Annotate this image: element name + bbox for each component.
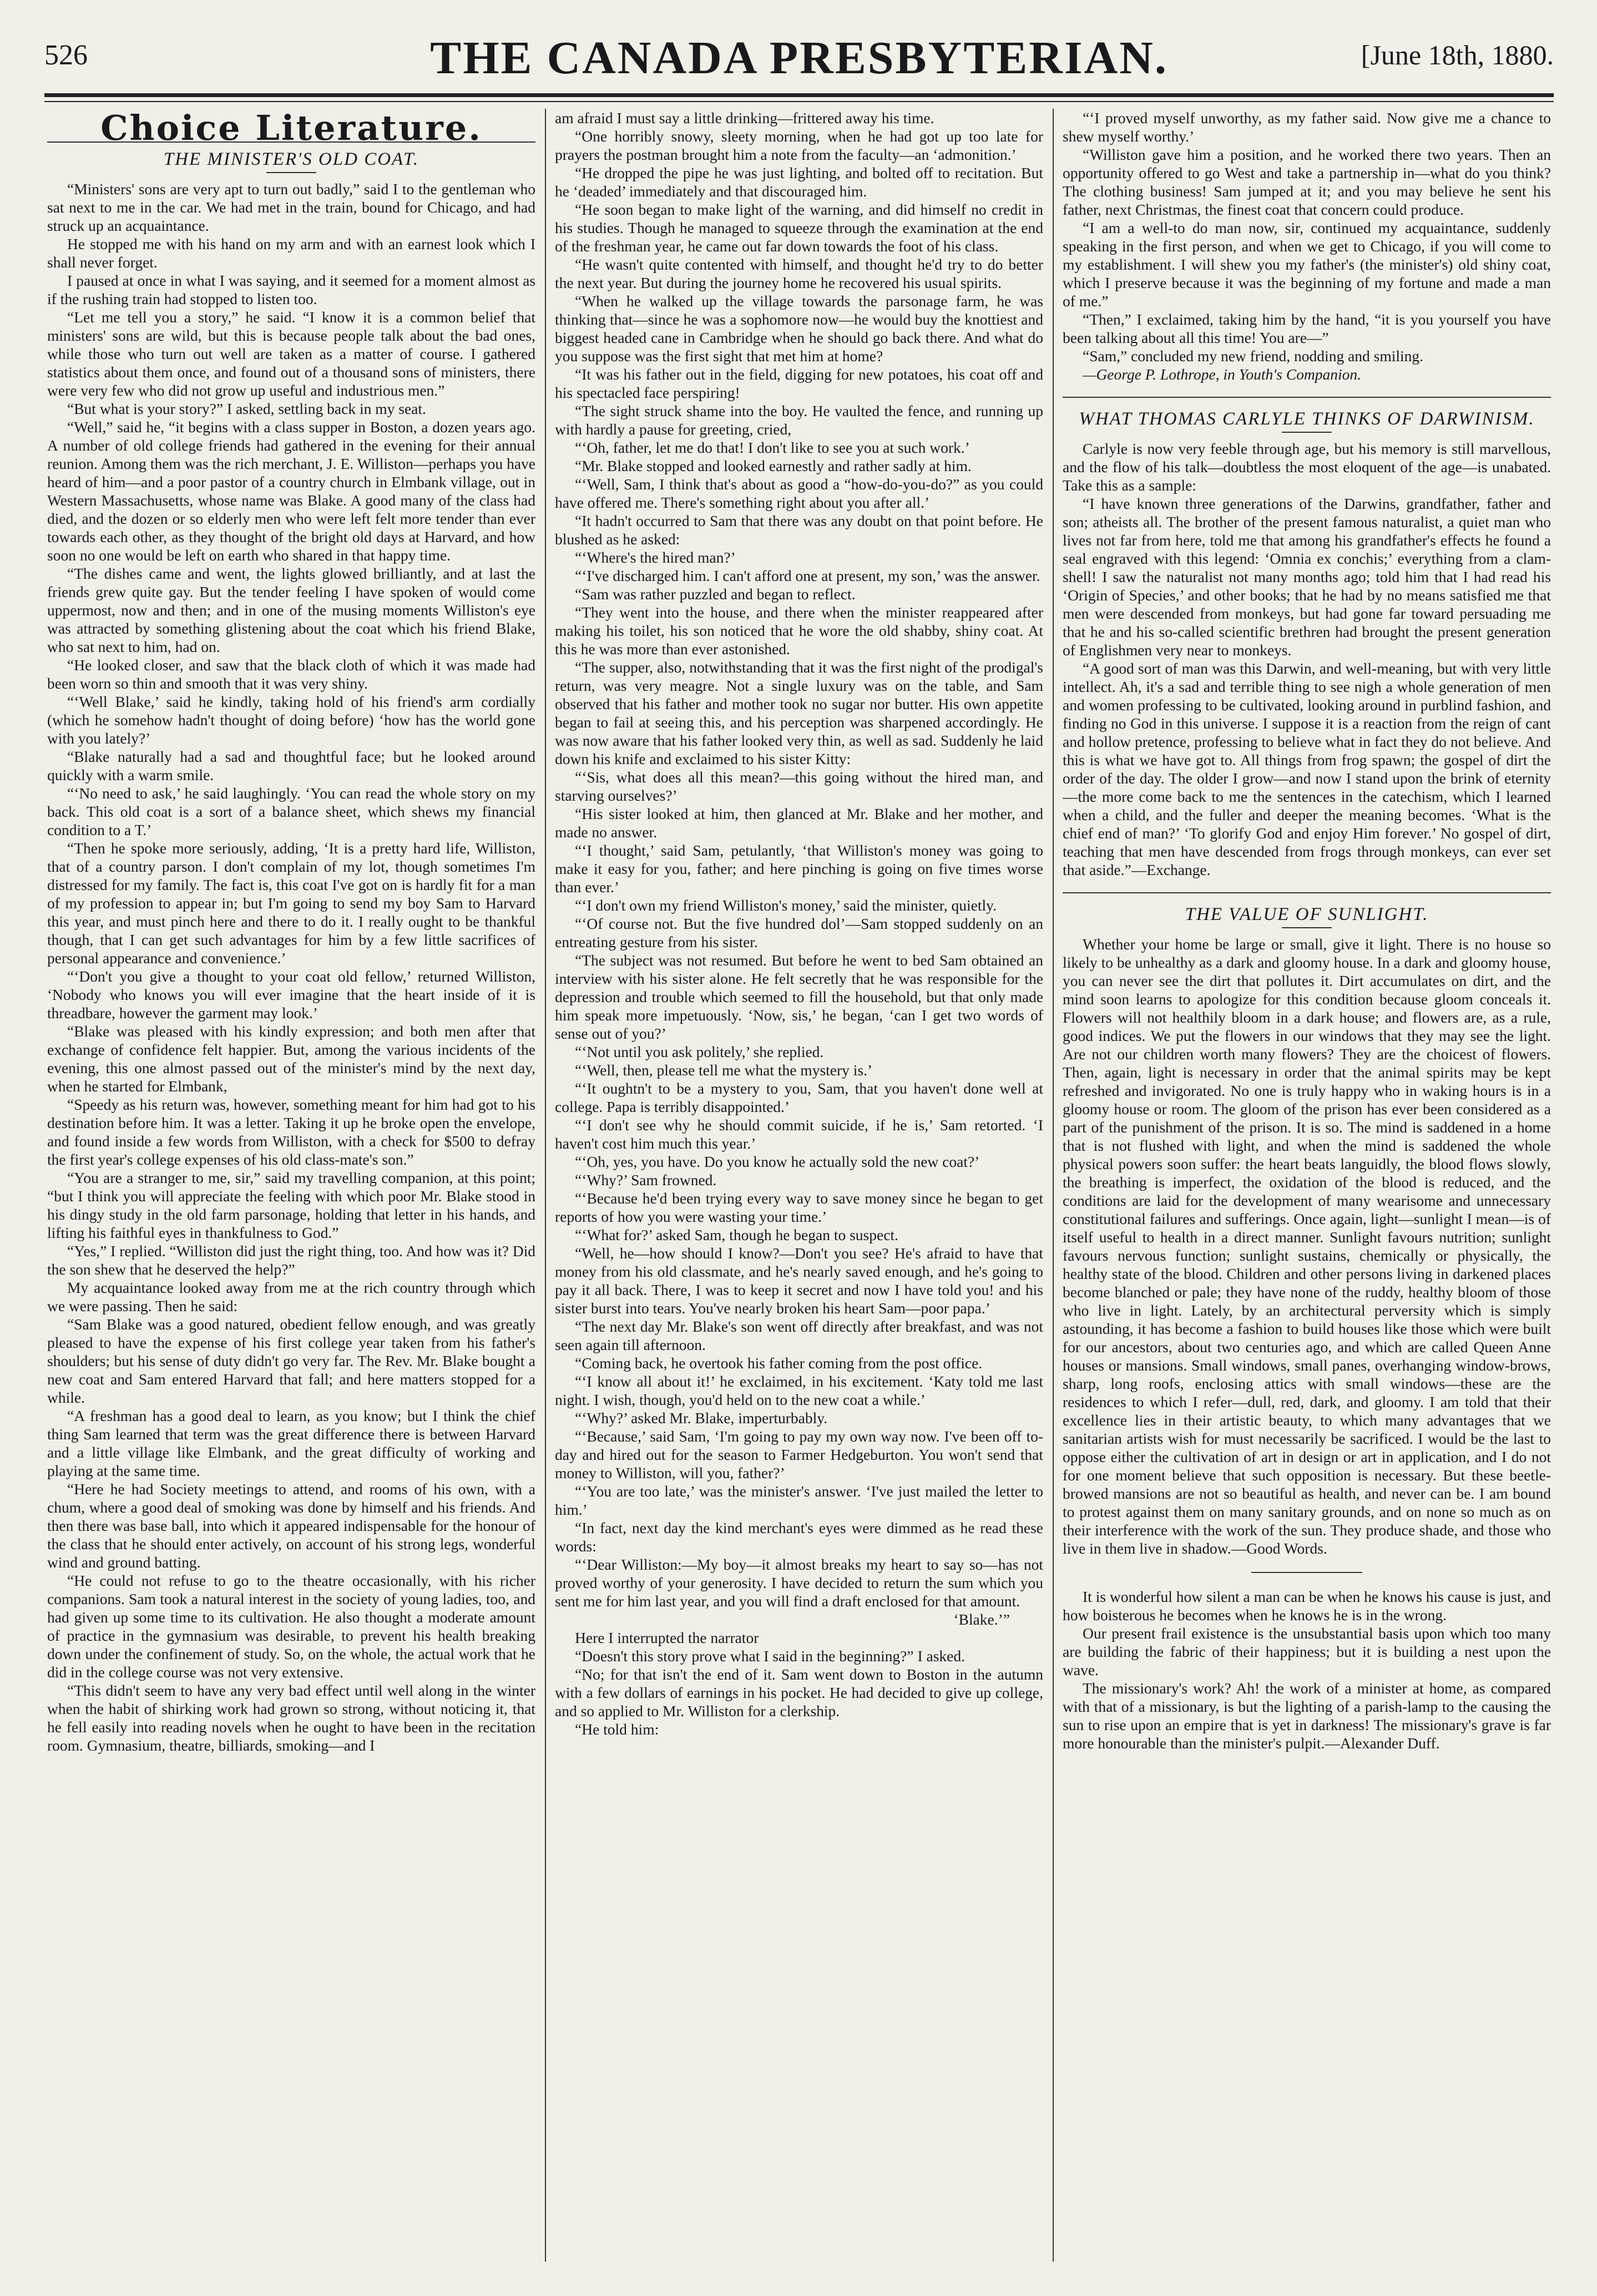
paragraph: “‘I know all about it!’ he exclaimed, in his excitement. ‘Katy told me last night. I wish, though, you'd held on to the new coat a while.’ [555, 1373, 1043, 1408]
column-1 [47, 109, 535, 2273]
issue-date: [June 18th, 1880. [1361, 39, 1554, 70]
paragraph: “Williston gave him a position, and he worked there two years. Then an opportunity offered to go West and take a partnership in—what do you think? The clothing business! Sam jumped at it; and you may believe he sent his father, next Christmas, the finest coat that concern could produce. [1063, 146, 1551, 218]
title-rule [1282, 927, 1332, 928]
paragraph: “He dropped the pipe he was just lighting, and bolted off to recitation. But he ‘deaded’ immediately and that discouraged him. [555, 164, 1043, 200]
paragraph: “‘What for?’ asked Sam, though he began to suspect. [575, 1226, 898, 1243]
paragraph: “Yes,” I replied. “Williston did just the right thing, too. And how was it? Did the son shew that he deserved the help?” [47, 1242, 535, 1278]
paragraph: “Sam,” concluded my new friend, nodding and smiling. [1083, 347, 1424, 365]
column-3 [1063, 109, 1551, 2273]
paragraph: “A freshman has a good deal to learn, as you know; but I think the chief thing Sam learned that term was the great difference there is between Harvard and a little village like Elmbank, and the great difficulty of working and playing at the same time. [47, 1407, 535, 1479]
article-title: THE VALUE OF SUNLIGHT. [1185, 904, 1429, 924]
title-rule [266, 172, 316, 173]
paragraph: “‘Well, then, please tell me what the mystery is.’ [575, 1061, 873, 1079]
paragraph: “Here he had Society meetings to attend, and rooms of his own, with a chum, where a good deal of smoking was done by himself and his friends. And then there was base ball, into which it appeared indispensable for the honour of the class that he should enter actively, on account of his strong legs, wonderful wind and ground batting. [47, 1480, 535, 1571]
paragraph: “Mr. Blake stopped and looked earnestly and rather sadly at him. [575, 457, 972, 474]
paragraph: “‘I proved myself unworthy, as my father said. Now give me a chance to shew myself worthy.’ [1063, 109, 1551, 145]
paragraph: “‘I thought,’ said Sam, petulantly, ‘that Williston's money was going to make it easy for you, father; and here pinching is going on five times worse than ever.’ [555, 842, 1043, 896]
paragraph: “‘Why?’ Sam frowned. [575, 1171, 717, 1189]
paragraph: “‘I don't see why he should commit suicide, if he is,’ Sam retorted. ‘I haven't cost him much this year.’ [555, 1116, 1043, 1152]
article-body [47, 180, 535, 1754]
paragraph: “He could not refuse to go to the theatre occasionally, with his richer companions. Sam took a natural interest in the society of young ladies, too, and had given up some time to its cultivation. He also thought a moderate amount of practice in the gymnasium was desirable, to prevent his health breaking down under the confinement of study. So, on the whole, the actual work that he did in the college course was not very extensive. [47, 1572, 535, 1681]
paragraph: “In fact, next day the kind merchant's eyes were dimmed as he read these words: [555, 1519, 1043, 1555]
paragraph: “Well, he—how should I know?—Don't you see? He's afraid to have that money from his old classmate, and he's nearly saved enough, and he's going to pay it all back. There, I was to keep it secret and now I have told you! and his sister burst into tears. You've nearly broken his heart Sam—poor papa.’ [555, 1245, 1043, 1317]
paragraph: “‘I don't own my friend Williston's money,’ said the minister, quietly. [575, 897, 997, 914]
paragraph: “‘Of course not. But the five hundred dol’—Sam stopped suddenly on an entreating gesture from his sister. [555, 915, 1043, 950]
paragraph: “Blake was pleased with his kindly expression; and both men after that exchange of confidence felt happier. But, among the various incidents of the evening, this one almost passed out of the minister's mind by the next day, when he started for Elmbank, [47, 1023, 535, 1095]
paragraph: “A good sort of man was this Darwin, and well-meaning, but with very little intellect. Ah, it's a sad and terrible thing to see nigh a whole generation of men and women professing to be cultivated, looking around in purblind fashion, and finding no God in this universe. I suppose it is a reaction from the reign of cant and hollow pretence, professing to believe what in fact they do not believe. And this is what we have got to. All things from frog spawn; the gospel of dirt the order of the day. The older I grow—and now I stand upon the brink of eternity—the more come back to me the sentences in the catechism, which I learned when a child, and the fuller and deeper the meaning becomes. ‘What is the chief end of man?’ ‘To glorify God and enjoy Him forever.’ No gospel of dirt, teaching that men have descended from frogs through monkeys, can ever set that aside.”—Exchange. [1063, 660, 1551, 878]
paragraph: He stopped me with his hand on my arm and with an earnest look which I shall never forget. [47, 235, 535, 271]
paragraph: “‘Because,’ said Sam, ‘I'm going to pay my own way now. I've been off to-day and hired out for the season to Farmer Hedgeburton. You won't send that money to Williston, will you, father?’ [555, 1428, 1043, 1481]
paragraph: “‘Well, Sam, I think that's about as good a “how-do-you-do?” as you could have offered me. There's something right about you after all.’ [555, 476, 1043, 511]
paragraph: Here I interrupted the narrator [575, 1629, 759, 1646]
paragraph: “Then he spoke more seriously, adding, ‘It is a pretty hard life, Williston, that of a country parson. I don't complain of my lot, though sometimes I'm distressed for my family. The fact is, this coat I've got on is hardly fit for a man of my profession to appear in; but I'm going to send my boy Sam to Harvard this year, and must pinch here and there to do it. I really ought to be thankful though, that I can get such advantages for him by a few little sacrifices of personal appearance and convenience.’ [47, 839, 535, 967]
article-title: WHAT THOMAS CARLYLE THINKS OF DARWINISM. [1079, 409, 1535, 429]
paragraph: It is wonderful how silent a man can be when he knows his cause is just, and how boisterous he becomes when he knows he is in the wrong. [1063, 1588, 1551, 1624]
paragraph: “He soon began to make light of the warning, and did himself no credit in his studies. Though he managed to squeeze through the examination at the end of the freshman year, he came out far down towards the foot of his class. [555, 201, 1043, 255]
paragraph: I paused at once in what I was saying, and it seemed for a moment almost as if the rushing train had stopped to listen too. [47, 272, 535, 307]
paragraph: “Speedy as his return was, however, something meant for him had got to his destination before him. It was a letter. Taking it up he broke open the envelope, and found inside a few words from Williston, with a check for $500 to defray the first year's college expenses of his old class-mate's son.” [47, 1096, 535, 1168]
paragraph: “‘Why?’ asked Mr. Blake, imperturbably. [575, 1409, 828, 1427]
article-separator [1063, 397, 1551, 398]
paragraph: “Sam was rather puzzled and began to reflect. [575, 585, 856, 603]
miscellany [1063, 1587, 1551, 1752]
page-number: 526 [44, 39, 88, 71]
article-body-continued [555, 109, 1043, 1738]
paragraph: “‘Because he'd been trying every way to save money since he began to get reports of how you were wasting your time.’ [555, 1190, 1043, 1225]
paragraph: “His sister looked at him, then glanced at Mr. Blake and her mother, and made no answer. [555, 805, 1043, 841]
article-separator [1063, 892, 1551, 893]
column-divider [545, 109, 546, 2262]
column-2 [555, 109, 1043, 2273]
paragraph: “‘Well Blake,’ said he kindly, taking hold of his friend's arm cordially (which he somehow hadn't thought of doing before) ‘how has the world gone with you lately?’ [47, 693, 535, 747]
paragraph: “Then,” I exclaimed, taking him by the hand, “it is you yourself you have been talking about all this time! You are—” [1063, 311, 1551, 346]
paragraph: “I have known three generations of the Darwins, grandfather, father and son; atheists all. The brother of the present famous naturalist, a quiet man who lives not far from here, told me that among his grandfather's effects he found a seal engraved with this legend: ‘Omnia ex conchis;’ everything from a clam-shell! I saw the naturalist not many months ago; told him that I had read his ‘Origin of Species,’ and other books; that he had by no means satisfied me that men were descended from monkeys, but had gone far toward persuading me that he and his so-called scientific brethren had brought the present generation of Englishmen very near to monkeys. [1063, 495, 1551, 659]
paragraph: “The supper, also, notwithstanding that it was the first night of the prodigal's return, was very meagre. Not a single luxury was on the table, and Sam observed that his father and mother took no sugar nor butter. His own appetite began to fail at seeing this, and his perception was sharpened accordingly. He was now aware that his father looked very thin, as well as sad. Suddenly he laid down his knife and exclaimed to his sister Kitty: [555, 659, 1043, 767]
publication-title: THE CANADA PRESBYTERIAN. [430, 32, 1168, 84]
paragraph: “It was his father out in the field, digging for new potatoes, his coat off and his spectacled face perspiring! [555, 366, 1043, 401]
paragraph: “‘Sis, what does all this mean?—this going without the hired man, and starving ourselves?’ [555, 768, 1043, 804]
paragraph: “He told him: [575, 1721, 659, 1738]
paragraph: “The subject was not resumed. But before he went to bed Sam obtained an interview with his sister alone. He felt secretly that he was responsible for the depression and trouble which seemed to fill the household, but that only made him speak more impetuously. ‘Now, sis,’ he began, ‘can I get two words of sense out of you?’ [555, 952, 1043, 1042]
paragraph: “‘I've discharged him. I can't afford one at present, my son,’ was the answer. [575, 567, 1040, 584]
paragraph: “Let me tell you a story,” he said. “I know it is a common belief that ministers' sons are wild, but this is because people talk about the bad ones, while those who turn out well are taken as a matter of course. I gathered statistics about them once, and found out of a thousand sons of ministers, there were very few who did not grow up useful and industrious men.” [47, 309, 535, 399]
paragraph: “‘Dear Williston:—My boy—it almost breaks my heart to say so—has not proved worthy of your generosity. I have decided to return the sum which you sent me for him last year, and you will find a draft enclosed for that amount. [555, 1556, 1043, 1610]
paragraph: “Doesn't this story prove what I said in the beginning?” I asked. [575, 1647, 965, 1665]
masthead [44, 31, 1554, 87]
column-divider [1053, 109, 1054, 2262]
paragraph: “Ministers' sons are very apt to turn out badly,” said I to the gentleman who sat next to me in the car. We had met in the train, bound for Chicago, and had struck up an acquaintance. [47, 180, 535, 234]
paragraph: “You are a stranger to me, sir,” said my travelling companion, at this point; “but I think you will appreciate the feeling with which poor Mr. Blake stood in his dingy study in the old farm parsonage, holding that letter in his hands, and lifting his faithful eyes in thankfulness to God.” [47, 1169, 535, 1241]
letter-signoff: ‘Blake.’” [953, 1611, 1010, 1628]
paragraph: Whether your home be large or small, give it light. There is no house so likely to be unhealthy as a dark and gloomy house. In a dark and gloomy house, you can never see the dirt that pollutes it. Dirt accumulates on dirt, and the mind soon learns to apologize for this condition because gloom conceals it. Flowers will not healthily bloom in a dark house; and flowers are, as a rule, good indices. We put the flowers in our windows that they may see the light. Are not our children worth many flowers? They are the choicest of flowers. Then, again, light is necessary in order that the animal spirits may be kept refreshed and invigorated. No one is truly happy who in waking hours is in a gloomy house or room. The gloom of the prison has ever been considered as a part of the punishment of the prison. It is so. The mind is saddened in a home that is not flushed with light, and when the mind is saddened the whole physical powers soon suffer: the heart beats languidly, the blood flows slowly, the breathing is imperfect, the oxidation of the blood is reduced, and the conditions are laid for the development of many wearisome and unnecessary constitutional failures and sufferings. Once again, light—sunlight I mean—is of itself useful to health in a direct manner. Sunlight favours nutrition; sunlight favours nervous function; sunlight sustains, chemically or physically, the healthy state of the blood. Children and other persons living in darkened places become blanched or pale; they have none of the ruddy, healthy bloom of those who live in light. Lately, by an architectural perversity which is simply astounding, it has become a fashion to build houses like those which were built for our ancestors, about two centuries ago, and which are called Queen Anne houses or mansions. Small windows, small panes, overhanging window-brows, sharp, long roofs, enclosing attics with small windows—these are the residences to which I refer—dull, red, dark, and gloomy. I am told that their excellence lies in their artistic beauty, to which many advantages that we sanitarian artists wish for must necessarily be sacrificed. I would be the last to oppose either the cultivation of art in design or art in application, and I do not for one moment believe that such opposition is necessary. But these beetle-browed mansions are not so beautiful as health, and never can be. I am bound to protest against them on many sanitary grounds, and on none so much as on their interference with the work of the sun. They produce shade, and those who live in them live in shadow.—Good Words. [1063, 935, 1551, 1557]
paragraph: “They went into the house, and there when the minister reappeared after making his toilet, his son noticed that he wore the old shabby, shiny coat. At this he was more than ever astonished. [555, 604, 1043, 658]
paragraph: “This didn't seem to have any very bad effect until well along in the winter when the habit of shirking work had grown so strong, without noticing it, that he fell easily into reading novels when he ought to have been in the recitation room. Gymnasium, theatre, billiards, smoking—and I [47, 1682, 535, 1754]
paragraph: “But what is your story?” I asked, settling back in my seat. [67, 400, 426, 417]
paragraph: “Well,” said he, “it begins with a class supper in Boston, a dozen years ago. A number of old college friends had gathered in the evening for their annual reunion. Among them was the rich merchant, J. E. Williston—perhaps you have heard of him—and a poor pastor of a country church in Elmbank village, out in Western Massachusetts, whose name was Blake. A good many of the class had died, and the dozen or so elderly men who were left felt more tender than ever towards each other, as they thought of the bright old days at Harvard, and how soon no one would be left on earth who shared in that happy time. [47, 418, 535, 564]
paragraph: Our present frail existence is the unsubstantial basis upon which too many are building the fabric of their happiness; but it is building a nest upon the wave. [1063, 1625, 1551, 1678]
paragraph: “Blake naturally had a sad and thoughtful face; but he looked around quickly with a warm smile. [47, 748, 535, 783]
article-body [1063, 935, 1551, 1557]
paragraph: “When he walked up the village towards the parsonage farm, he was thinking that—since he was a sophomore now—he would buy the knottiest and biggest headed cane in Cambridge when he should go back there. And what do you suppose was the first sight that met him at home? [555, 292, 1043, 365]
paragraph: “Sam Blake was a good natured, obedient fellow enough, and was greatly pleased to have the expense of his first college year taken from his father's shoulders; but his sense of duty didn't go very far. The Rev. Mr. Blake bought a new coat and Sam entered Harvard that fall; and here matters stopped for a while. [47, 1316, 535, 1406]
paragraph: “He looked closer, and saw that the black cloth of which it was made had been worn so thin and smooth that it was very shiny. [47, 656, 535, 692]
paragraph: Carlyle is now very feeble through age, but his memory is still marvellous, and the flow of his talk—doubtless the most eloquent of the age—is unabated. Take this as a sample: [1063, 440, 1551, 494]
paragraph: “Coming back, he overtook his father coming from the post office. [575, 1354, 983, 1372]
title-rule [1282, 432, 1332, 433]
paragraph: My acquaintance looked away from me at the rich country through which we were passing. Then he said: [47, 1279, 535, 1314]
paragraph: “He wasn't quite contented with himself, and thought he'd try to do better the next year. But during the journey home he recovered his usual spirits. [555, 256, 1043, 291]
paragraph: The missionary's work? Ah! the work of a minister at home, as compared with that of a missionary, is but the lighting of a parish-lamp to the causing the sun to rise upon an empire that is yet in darkness! The missionary's grave is far more honourable than the minister's pulpit.—Alexander Duff. [1063, 1680, 1551, 1752]
masthead-rule-thin [44, 101, 1554, 102]
article-title: THE MINISTER'S OLD COAT. [163, 149, 420, 169]
article-body-continued [1063, 109, 1551, 383]
paragraph: “The dishes came and went, the lights glowed brilliantly, and at last the friends grew quite gay. But the tender feeling I have spoken of would come uppermost, now and then; and in one of the musing moments Williston's eye was attracted by something glistening about the coat which his friend Blake, who sat next to him, had on. [47, 565, 535, 655]
paragraph: “‘Don't you give a thought to your coat old fellow,’ returned Williston, ‘Nobody who knows you will ever imagine that the heart inside of it is threadbare, however the garment may look.’ [47, 968, 535, 1021]
section-title: Choice Literature. [47, 119, 535, 143]
article-body [1063, 439, 1551, 879]
paragraph: “The sight struck shame into the boy. He vaulted the fence, and running up with hardly a pause for greeting, cried, [555, 402, 1043, 438]
paragraph: “It hadn't occurred to Sam that there was any doubt on that point before. He blushed as he asked: [555, 512, 1043, 548]
article-credit: —George P. Lothrope, in Youth's Companion. [1083, 366, 1361, 383]
paragraph: am afraid I must say a little drinking—frittered away his time. [555, 109, 934, 127]
paragraph: “‘You are too late,’ was the minister's answer. ‘I've just mailed the letter to him.’ [555, 1483, 1043, 1518]
paragraph: “‘It oughtn't to be a mystery to you, Sam, that you haven't done well at college. Papa is terribly disappointed.’ [555, 1080, 1043, 1115]
paragraph: “One horribly snowy, sleety morning, when he had got up too late for prayers the postman brought him a note from the faculty—an ‘admonition.’ [555, 128, 1043, 163]
paragraph: “I am a well-to do man now, sir, continued my acquaintance, suddenly speaking in the first person, and when we get to Chicago, if you will come to my establishment. I will shew you my father's (the minister's) old shiny coat, which I preserve because it was the beginning of my fortune and made a man of me.” [1063, 219, 1551, 310]
paragraph: “‘Oh, father, let me do that! I don't like to see you at such work.’ [575, 439, 970, 456]
short-separator [1251, 1572, 1362, 1573]
paragraph: “‘Oh, yes, you have. Do you know he actually sold the new coat?’ [575, 1153, 980, 1170]
paragraph: “No; for that isn't the end of it. Sam went down to Boston in the autumn with a few dollars of earnings in his pocket. He had decided to give up college, and so applied to Mr. Williston for a clerkship. [555, 1666, 1043, 1720]
paragraph: “‘Where's the hired man?’ [575, 549, 736, 566]
masthead-rule [44, 93, 1554, 97]
paragraph: “‘No need to ask,’ he said laughingly. ‘You can read the whole story on my back. This old coat is a sort of a balance sheet, which shews my financial condition to a T.’ [47, 785, 535, 838]
paragraph: “‘Not until you ask politely,’ she replied. [575, 1043, 824, 1060]
paragraph: “The next day Mr. Blake's son went off directly after breakfast, and was not seen again till afternoon. [555, 1318, 1043, 1353]
